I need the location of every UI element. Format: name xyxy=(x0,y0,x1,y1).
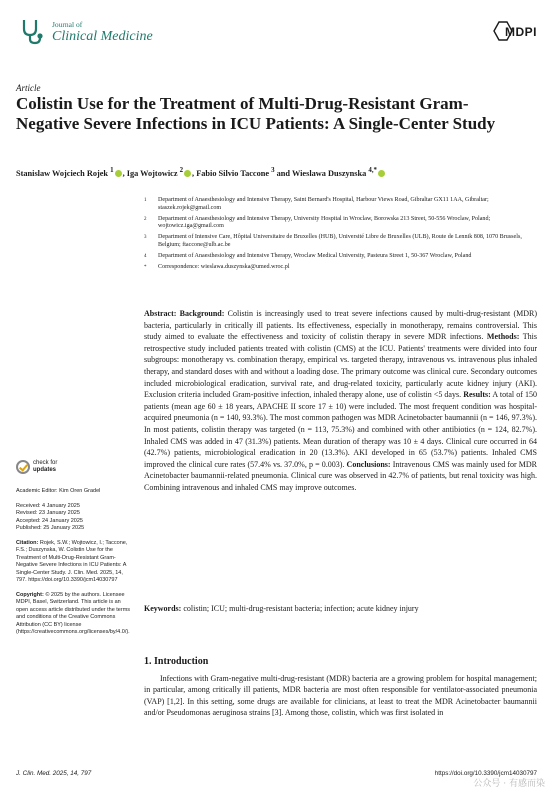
abstract-section-text: Colistin is increasingly used to treat severe infections caused by multi-drug-resistant (MDR) bacteria, particularly in critically ill patients. Its effectiveness, especially in monotherapy, remains controversial. This study aimed to evaluate the effectiveness and toxicity of colistin therapy in severe MDR infections. xyxy=(144,309,538,342)
keywords xyxy=(144,603,537,614)
check-updates-icon xyxy=(16,460,30,474)
journal-header xyxy=(16,16,537,52)
date-accepted: Accepted: 24 January 2025 xyxy=(16,517,83,524)
article-dates xyxy=(16,503,134,533)
article-sidebar xyxy=(16,460,134,644)
journal-title xyxy=(52,20,153,45)
affiliation-text: Department of Anaesthesiology and Intensive Therapy, Saint Bernard's Hospital, Harbour Views Road, Gibraltar GX11 1AA, Gibraltar; staszek.rojek@gmail.com xyxy=(158,197,489,211)
orcid-icon[interactable] xyxy=(115,170,122,177)
date-published: Published: 25 January 2025 xyxy=(16,525,85,531)
citation-label: Citation: xyxy=(16,539,39,546)
abstract xyxy=(144,308,537,494)
check-for-text: check for xyxy=(33,460,58,466)
author-affiliation-sup: 1 xyxy=(110,167,114,174)
watermark: 公众号 · 有感而染 xyxy=(473,779,545,789)
abstract-section-label: Methods: xyxy=(486,332,520,342)
article-type: Article xyxy=(16,83,41,93)
stethoscope-icon xyxy=(16,16,46,46)
orcid-icon[interactable] xyxy=(378,170,385,177)
check-for-updates-button[interactable] xyxy=(16,460,134,474)
citation-block xyxy=(16,540,134,585)
keywords-label: Keywords: xyxy=(144,604,182,613)
footer-doi-link[interactable]: https://doi.org/10.3390/jcm14030797 xyxy=(434,770,537,777)
author-name[interactable]: Wieslawa Duszynska xyxy=(291,168,369,178)
affiliation-number: 2 xyxy=(144,216,147,222)
author-affiliation-sup: 2 xyxy=(179,167,184,174)
affiliation-number: 1 xyxy=(144,198,147,203)
affiliation-text: Department of Intensive Care, Hôpital Universitaire de Bruxelles (HUB), Université Libre de Bruxelles (ULB), Route de Lennik 808, 1070 Brussels, Belgium; ftaccone@ulb.ac.be xyxy=(158,234,522,248)
affiliations xyxy=(144,197,539,274)
abstract-section-label: Abstract: Background: xyxy=(144,309,225,318)
author-name[interactable]: Stanislaw Wojciech Rojek xyxy=(16,168,111,178)
affiliation-item xyxy=(144,264,539,272)
affiliation-text: Correspondence: wieslawa.duszynska@umed.wroc.pl xyxy=(158,263,290,270)
citation-text: Rojek, S.W.; Wojtowicz, I.; Taccone, F.S.; Duszynska, W. Colistin Use for the Treatment of Multi-Drug-Resistant Gram-Negative Severe Infections in ICU Patients: A Single-Center Study. J. Clin. Med. 2025, 14, 797. https://doi.org/10.3390/jcm14030797 xyxy=(16,539,128,583)
footer-citation: J. Clin. Med. 2025, 14, 797 xyxy=(16,770,92,777)
abstract-section-text: A total of 150 patients (mean age 60 ± 18 years, APACHE II score 17 ± 10) were included. The most frequent condition was hospital-acquired pneumonia (n = 140, 93.3%). The most common pathogen was MDR Acinetobacter baumannii (n = 146, 97.3%). In most patients, colistin therapy was targeted (n = 113, 75.3%) and combined with other antibiotics (n = 124, 82.7%). Inhaled CMS was added in 47 (31.3%) patients. Mean duration of therapy was 10 ± 4 days. Clinical cure occurred in 64 (42.7%) patients, microbiological eradication in 20 (13.3%). AKI developed in 65 (53.7%) patients. Inhaled CMS improved the clinical cure rates (57.4% vs. 37.0%, p = 0.003). xyxy=(144,390,537,469)
author-separator: , xyxy=(122,168,127,178)
orcid-icon[interactable] xyxy=(184,170,191,177)
journal-name-big: Clinical Medicine xyxy=(52,29,153,44)
author-name[interactable]: Iga Wojtowicz xyxy=(126,168,180,178)
abstract-section-label: Results: xyxy=(463,390,491,400)
date-revised: Revised: 23 January 2025 xyxy=(16,510,80,516)
keywords-text: colistin; ICU; multi-drug-resistant bacteria; infection; acute kidney injury xyxy=(181,604,419,613)
author-list xyxy=(16,165,536,179)
affiliation-item xyxy=(144,197,539,213)
article-title: Colistin Use for the Treatment of Multi-Drug-Resistant Gram-Negative Severe Infections in ICU Patients: A Single-Center Study xyxy=(16,94,496,133)
copyright-text: © 2025 by the authors. Licensee MDPI, Basel, Switzerland. This article is an open access article distributed under the terms and conditions of the Creative Commons Attribution (CC BY) license (https://creativecommons.org/licenses/by/4.0/). xyxy=(16,591,131,635)
affiliation-item xyxy=(144,253,539,261)
section-heading-introduction: 1. Introduction xyxy=(144,656,209,667)
affiliation-item xyxy=(144,216,539,232)
affiliation-number: 3 xyxy=(144,235,147,241)
academic-editor: Academic Editor: Kim Oren Gradel xyxy=(16,488,101,494)
author-name[interactable]: Fabio Silvio Taccone xyxy=(196,168,272,178)
journal-name-small: Journal of xyxy=(52,20,83,29)
abstract-section-text: This retrospective study included patients treated with colistin (CMS) at the ICU. Patients' treatments were divided into four subgroups: monotherapy vs. combination therapy, empirical vs. targeted therapy, intravenous vs. intravenous plus inhaled therapy, and standard doses with and without a loading dose. The primary outcome was clinical cure. Secondary outcomes included microbiological eradication, survival rate, and drug-related toxicity, particularly acute kidney injury (AKI). Exclusion criteria included Gram-positive infection, inhaled therapy alone, use of colistin <5 days. xyxy=(144,332,537,400)
affiliation-text: Department of Anaesthesiology and Intensive Therapy, University Hospital in Wroclaw, Borowska 213 Street, 50-556 Wroclaw, Poland; wojtowicz.iga@gmail.com xyxy=(158,215,491,230)
affiliation-text: Department of Anaesthesiology and Intensive Therapy, Wroclaw Medical University, Pasteura Street 1, 50-367 Wroclaw, Poland xyxy=(158,252,472,259)
affiliation-number: * xyxy=(144,264,147,270)
author-affiliation-sup: 4,* xyxy=(368,167,377,174)
affiliation-number: 4 xyxy=(144,253,147,259)
author-affiliation-sup: 3 xyxy=(271,167,275,174)
date-received: Received: 4 January 2025 xyxy=(16,502,80,509)
affiliation-item xyxy=(144,234,539,250)
introduction-paragraph: Infections with Gram-negative multi-drug-resistant (MDR) bacteria are a growing problem for hospital management; in particular, among critically ill patients, MDR bacteria are most often responsible for ventilator-associated pneumonia (VAP) [1,2]. In this setting, some drugs are available for clinicians, at least to treat the MDR Acinetobacter baumannii and/or Pseudomonas aeruginosa strains [3]. Among those, colistin, which was first isolated in xyxy=(144,674,537,718)
copyright-block xyxy=(16,592,134,637)
publisher-name: MDPI xyxy=(505,25,537,39)
abstract-section-text: Intravenous CMS was mainly used for MDR Acinetobacter baumannii-related pneumonia. Clinical cure was observed in 42.7% of patients, but renal toxicity was high. Combining intravenous and inhaled CMS may improve outcomes. xyxy=(144,459,538,492)
abstract-section-label: Conclusions: xyxy=(346,459,391,469)
author-separator: , xyxy=(192,168,197,178)
copyright-label: Copyright: xyxy=(16,591,44,598)
author-separator: and xyxy=(274,168,292,178)
updates-text: updates xyxy=(33,467,57,473)
check-updates-label xyxy=(33,460,57,474)
